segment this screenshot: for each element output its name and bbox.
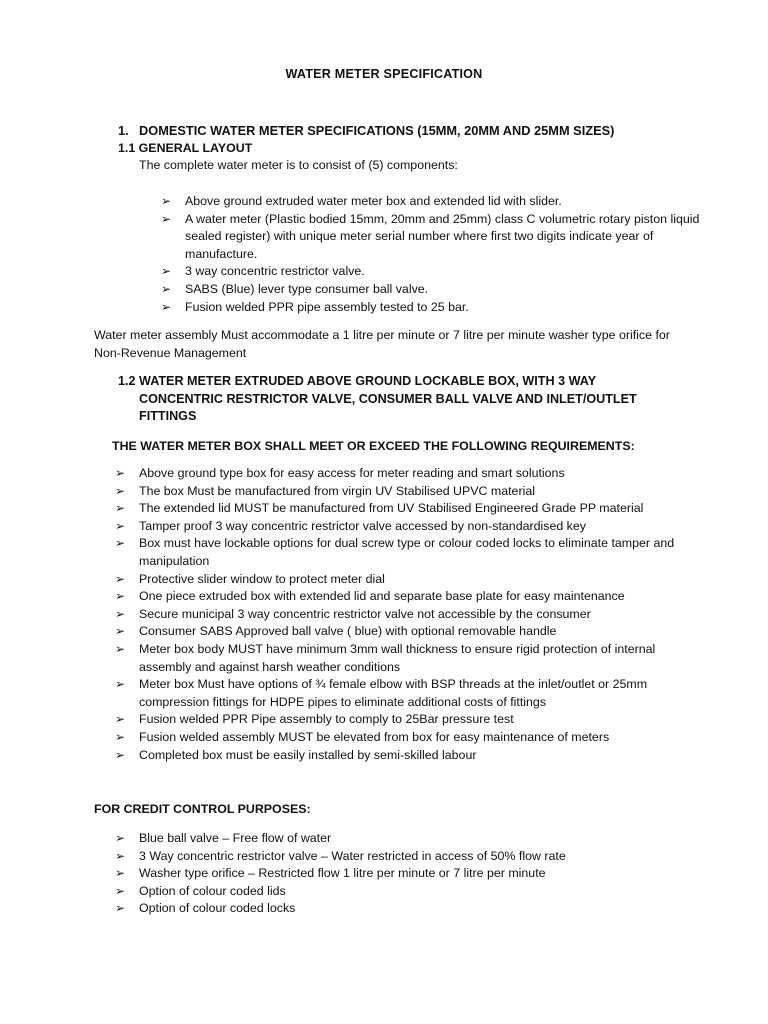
arrow-bullet-icon: ➢: [115, 624, 126, 639]
list-item: ➢ SABS (Blue) lever type consumer ball valve.: [185, 281, 705, 299]
arrow-bullet-icon: ➢: [115, 831, 126, 845]
arrow-bullet-icon: ➢: [115, 518, 126, 533]
credit-control-heading: FOR CREDIT CONTROL PURPOSES:: [94, 802, 311, 816]
arrow-bullet-icon: ➢: [115, 848, 126, 863]
list-item: ➢ Meter box body MUST have minimum 3mm wall thickness to ensure rigid protection of internal assembly and against harsh weather conditions: [115, 641, 656, 674]
arrow-bullet-icon: ➢: [161, 299, 172, 314]
list-item: ➢ Fusion welded PPR Pipe assembly to comply to 25Bar pressure test: [139, 711, 699, 729]
section-1-heading-text: DOMESTIC WATER METER SPECIFICATIONS (15MM, 20MM AND 25MM SIZES): [139, 123, 615, 138]
arrow-bullet-icon: ➢: [115, 901, 126, 916]
list-item: ➢ 3 Way concentric restrictor valve – Water restricted in access of 50% flow rate: [139, 848, 699, 866]
arrow-bullet-icon: ➢: [115, 729, 126, 744]
arrow-bullet-icon: ➢: [115, 536, 126, 551]
list-item: ➢ Secure municipal 3 way concentric restrictor valve not accessible by the consumer: [139, 606, 699, 624]
arrow-bullet-icon: ➢: [115, 883, 126, 898]
arrow-bullet-icon: ➢: [115, 712, 126, 727]
list-item: ➢ Above ground type box for easy access for meter reading and smart solutions: [139, 465, 699, 483]
arrow-bullet-icon: ➢: [115, 501, 126, 516]
section-1-2-heading-line: CONCENTRIC RESTRICTOR VALVE, CONSUMER BALL VALVE AND INLET/OUTLET: [139, 391, 637, 406]
list-item: ➢ A water meter (Plastic bodied 15mm, 20mm and 25mm) class C volumetric rotary piston liquid sealed register) with unique meter serial number where first two digits indicate year of manufacture.: [161, 211, 700, 261]
document-title: WATER METER SPECIFICATION: [285, 67, 483, 81]
arrow-bullet-icon: ➢: [161, 281, 172, 296]
list-item: ➢ Consumer SABS Approved ball valve ( blue) with optional removable handle: [139, 623, 699, 641]
arrow-bullet-icon: ➢: [115, 606, 126, 621]
arrow-bullet-icon: ➢: [115, 571, 126, 586]
arrow-bullet-icon: ➢: [115, 466, 126, 480]
section-1-1-intro: The complete water meter is to consist of (5) components:: [139, 158, 458, 172]
requirements-heading: THE WATER METER BOX SHALL MEET OR EXCEED THE FOLLOWING REQUIREMENTS:: [112, 439, 635, 453]
arrow-bullet-icon: ➢: [115, 641, 126, 656]
section-1-2-heading-line: FITTINGS: [139, 409, 197, 424]
list-item: ➢ Fusion welded assembly MUST be elevated from box for easy maintenance of meters: [139, 729, 699, 747]
list-item: ➢ Above ground extruded water meter box and extended lid with slider.: [185, 193, 705, 211]
section-1-number: 1.: [118, 123, 129, 138]
section-1-1-heading: 1.1 GENERAL LAYOUT: [118, 141, 253, 155]
arrow-bullet-icon: ➢: [115, 866, 126, 881]
arrow-bullet-icon: ➢: [161, 211, 172, 226]
list-item: ➢ Box must have lockable options for dual screw type or colour coded locks to eliminate tamper and manipulation: [115, 536, 675, 568]
washer-note: Water meter assembly Must accommodate a 1 litre per minute or 7 litre per minute washer type orifice for Non-Revenue Management: [94, 328, 670, 360]
arrow-bullet-icon: ➢: [115, 677, 126, 692]
list-item: ➢ Completed box must be easily installed by semi-skilled labour: [139, 747, 699, 765]
list-item: ➢ One piece extruded box with extended lid and separate base plate for easy maintenance: [139, 588, 699, 606]
section-1-heading: [118, 122, 614, 140]
list-item: ➢ Protective slider window to protect meter dial: [139, 571, 699, 589]
arrow-bullet-icon: ➢: [115, 747, 126, 762]
components-list: [161, 193, 705, 316]
arrow-bullet-icon: ➢: [161, 194, 172, 208]
list-item: ➢ Option of colour coded lids: [139, 883, 699, 901]
section-1-2-heading-line: 1.2 WATER METER EXTRUDED ABOVE GROUND LOCKABLE BOX, WITH 3 WAY: [118, 374, 597, 388]
list-item: ➢ Blue ball valve – Free flow of water: [139, 830, 699, 848]
list-item: ➢ The extended lid MUST be manufactured from UV Stabilised Engineered Grade PP material: [139, 500, 699, 518]
list-item: ➢ Fusion welded PPR pipe assembly tested to 25 bar.: [185, 299, 705, 317]
section-1-2-heading: [118, 373, 678, 426]
requirements-list: [115, 465, 699, 764]
list-item: ➢ Tamper proof 3 way concentric restrictor valve accessed by non-standardised key: [139, 518, 699, 536]
arrow-bullet-icon: ➢: [115, 589, 126, 604]
arrow-bullet-icon: ➢: [115, 483, 126, 498]
list-item: ➢ Washer type orifice – Restricted flow 1 litre per minute or 7 litre per minute: [139, 865, 699, 883]
credit-control-list: [115, 830, 699, 918]
list-item: ➢ The box Must be manufactured from virgin UV Stabilised UPVC material: [139, 483, 699, 501]
list-item: ➢ 3 way concentric restrictor valve.: [185, 263, 705, 281]
list-item: ➢ Meter box Must have options of ¾ female elbow with BSP threads at the inlet/outlet or 25mm compression fittings for HDPE pipes to eliminate additional costs of fittings: [115, 677, 648, 709]
list-item: ➢ Option of colour coded locks: [139, 900, 699, 918]
arrow-bullet-icon: ➢: [161, 264, 172, 279]
